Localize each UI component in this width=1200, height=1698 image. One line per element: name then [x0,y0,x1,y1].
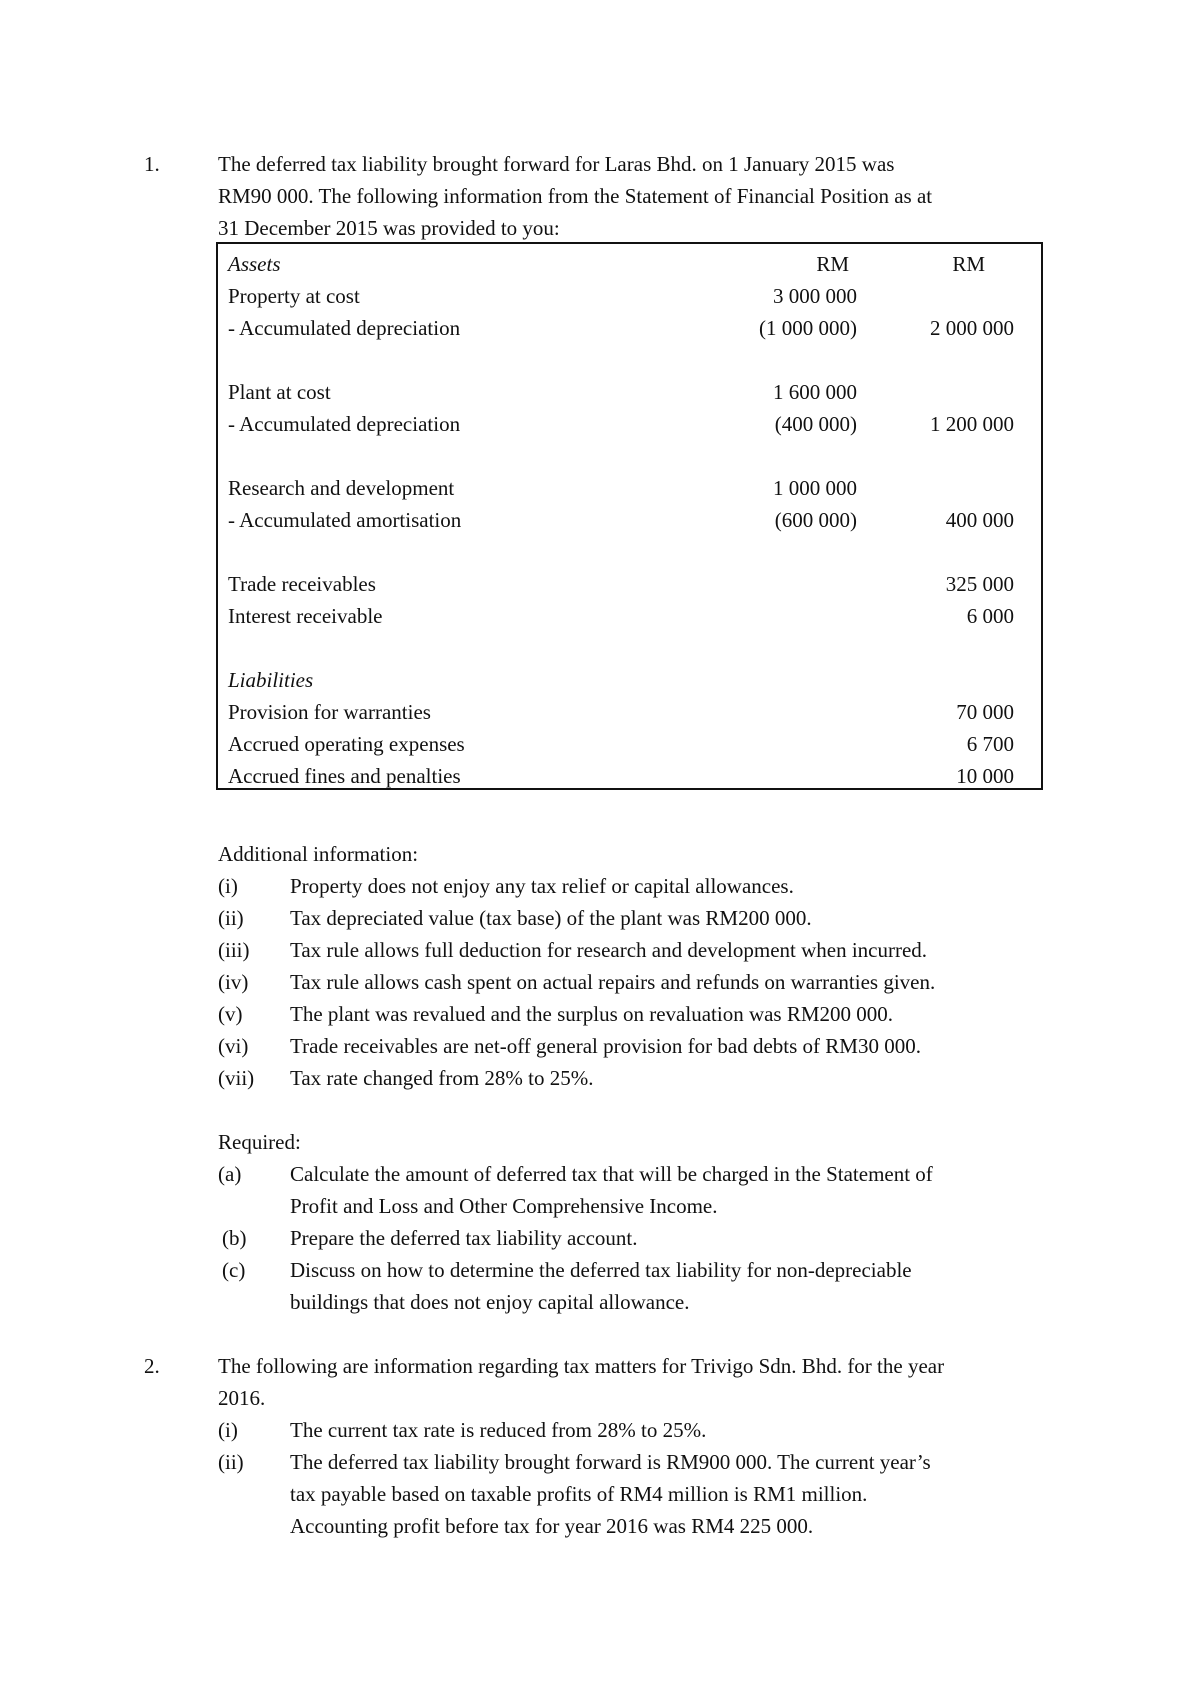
item-text: Discuss on how to determine the deferred tax liability for non-depreciable [290,1258,912,1282]
question-2-intro-line-2: 2016. [218,1386,266,1410]
table-row [218,412,1041,436]
row-value-1: 3 000 000 [773,284,857,308]
item-text: Calculate the amount of deferred tax that will be charged in the Statement of [290,1162,933,1186]
table-row [218,604,1041,628]
table-row [218,572,1041,596]
item-text: The current tax rate is reduced from 28% to 25%. [290,1418,707,1442]
item-text: Profit and Loss and Other Comprehensive Income. [290,1194,718,1218]
row-label: Accrued fines and penalties [228,764,461,788]
row-value-2: 6 700 [966,732,1014,756]
item-number: (vii) [218,1066,255,1090]
question-1-intro-line-2: RM90 000. The following information from the Statement of Financial Position as at [218,184,933,208]
table-row [218,284,1041,308]
question-1-intro-line-1: The deferred tax liability brought forward for Laras Bhd. on 1 January 2015 was [218,152,895,176]
row-value-1: 1 000 000 [773,476,857,500]
row-value-2: 325 000 [945,572,1014,596]
item-text: Prepare the deferred tax liability account. [290,1226,638,1250]
column-2-heading: RM [952,252,985,276]
item-text: Tax rule allows full deduction for research and development when incurred. [290,938,928,962]
row-label: Plant at cost [228,380,331,404]
question-1-intro-line-3: 31 December 2015 was provided to you: [218,216,560,240]
item-text: Tax depreciated value (tax base) of the plant was RM200 000. [290,906,812,930]
item-text: Tax rate changed from 28% to 25%. [290,1066,594,1090]
row-label: - Accumulated depreciation [228,412,461,436]
item-text: Tax rule allows cash spent on actual repairs and refunds on warranties given. [290,970,936,994]
row-value-2: 400 000 [945,508,1014,532]
item-number: (a) [218,1162,242,1186]
item-number: (i) [218,1418,238,1442]
row-label: Interest receivable [228,604,383,628]
item-number: (b) [222,1226,247,1250]
row-value-2: 10 000 [956,764,1014,788]
liabilities-heading: Liabilities [228,668,314,692]
row-label: Accrued operating expenses [228,732,465,756]
item-number: (iii) [218,938,250,962]
item-text: Property does not enjoy any tax relief or capital allowances. [290,874,794,898]
item-number: (ii) [218,906,244,930]
row-value-1: (400 000) [774,412,857,436]
table-row [218,668,1041,692]
row-label: Trade receivables [228,572,376,596]
item-text: Accounting profit before tax for year 2016 was RM4 225 000. [290,1514,814,1538]
item-number: (ii) [218,1450,244,1474]
row-value-1: (1 000 000) [759,316,857,340]
table-row [218,316,1041,340]
row-value-1: (600 000) [774,508,857,532]
row-label: - Accumulated amortisation [228,508,462,532]
item-number: (vi) [218,1034,249,1058]
required-title: Required: [218,1130,301,1154]
item-text: buildings that does not enjoy capital allowance. [290,1290,690,1314]
row-value-2: 2 000 000 [930,316,1014,340]
table-row [218,700,1041,724]
row-label: - Accumulated depreciation [228,316,461,340]
row-label: Property at cost [228,284,360,308]
table-row [218,476,1041,500]
row-value-2: 1 200 000 [930,412,1014,436]
row-value-2: 70 000 [956,700,1014,724]
row-label: Research and development [228,476,455,500]
question-2-intro-line-1: The following are information regarding tax matters for Trivigo Sdn. Bhd. for the year [218,1354,945,1378]
table-row [218,380,1041,404]
item-text: tax payable based on taxable profits of RM4 million is RM1 million. [290,1482,868,1506]
table-row [218,508,1041,532]
table-row [218,732,1041,756]
row-value-1: 1 600 000 [773,380,857,404]
assets-heading: Assets [228,252,281,276]
financial-position-table [216,242,1043,790]
additional-info-title: Additional information: [218,842,419,866]
question-2-number: 2. [144,1354,160,1378]
item-number: (c) [222,1258,246,1282]
item-number: (iv) [218,970,249,994]
row-value-2: 6 000 [966,604,1014,628]
item-text: Trade receivables are net-off general provision for bad debts of RM30 000. [290,1034,921,1058]
item-text: The deferred tax liability brought forward is RM900 000. The current year’s [290,1450,931,1474]
item-number: (i) [218,874,238,898]
question-1-number: 1. [144,152,160,176]
table-header-row [218,252,1041,276]
table-row [218,764,1041,788]
column-1-heading: RM [816,252,849,276]
item-number: (v) [218,1002,243,1026]
row-label: Provision for warranties [228,700,431,724]
item-text: The plant was revalued and the surplus on revaluation was RM200 000. [290,1002,894,1026]
